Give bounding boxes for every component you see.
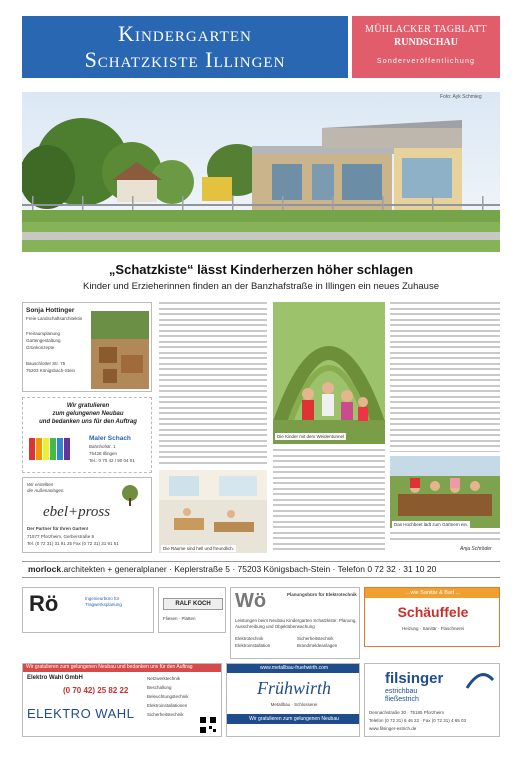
ad-schaeuffele — [364, 587, 500, 647]
article-text-column-3 — [390, 302, 500, 452]
filsinger-sub2: fließestrich — [385, 696, 419, 703]
morlock-brand: morlock — [28, 564, 62, 574]
caption-children: Die Kinder mit dem Weidentunnel — [277, 434, 344, 439]
special-publication-label: Sonderveröffentlichung — [376, 58, 476, 65]
elektrowahl-service-2: Beschallung — [147, 685, 172, 690]
ro-text: Ingenieurbüro für Tragwerksplanung — [85, 596, 122, 607]
hottinger-service-3: Grünkonzepte — [26, 345, 55, 350]
hottinger-address: Bauschlotter Str. 75 — [26, 361, 66, 366]
filsinger-address: Dennachstraße 30 · 75185 Pforzheim — [369, 710, 445, 715]
caption-garden: Das Hochbeet lädt zum Gärtnern ein. — [394, 522, 469, 527]
wo-logo: Wö — [235, 590, 267, 612]
article-text-column-2 — [273, 449, 385, 553]
fruhwirth-name: Frühwirth — [256, 678, 331, 698]
caption-classroom: Die Räume sind hell und freundlich. — [163, 546, 235, 551]
elektrowahl-service-4: Elektroinstallationen — [147, 703, 188, 708]
children-willow-photo — [273, 302, 385, 444]
elektrowahl-service-5: Sicherheitstechnik — [147, 712, 184, 717]
elektrowahl-service-1: Netzwerktechnik — [147, 676, 181, 681]
hottinger-service-1: Freiraumplanung — [26, 331, 61, 336]
ad-morlock-banner — [22, 561, 500, 578]
elektrowahl-bar: Wir gratulieren zum gelungenen Neubau und bedanken uns für den Auftrag — [23, 664, 222, 672]
classroom-photo — [159, 470, 267, 553]
fruhwirth-bar: Wir gratulieren zum gelungenen Neubau — [227, 714, 360, 724]
schach-phone: Tel.: 0 70 42 / 90 04 01 — [89, 458, 135, 463]
ebelpross-logo: ebel+pross — [43, 504, 111, 520]
ad-fruehwirth — [226, 663, 360, 737]
filsinger-sub1: estrichbau — [385, 688, 418, 695]
ad-ro — [22, 587, 154, 633]
schaeuffele-top: ...wie Sanitär & Bad ... — [365, 588, 500, 598]
ebelpross-intro-2: die Außenanlagen. — [27, 488, 65, 493]
filsinger-name: filsinger — [385, 670, 444, 687]
photo-credit: Foto: Ayk Schmieg — [440, 94, 482, 100]
hottinger-city: 75203 Königsbach-Stein — [26, 368, 76, 373]
ebelpross-phone: Tel. (0 72 31) 31 91 25 Fax (0 72 31) 31 91 51 — [27, 541, 119, 546]
article-headline: „Schatzkiste“ lässt Kinderherzen höher schlagen — [108, 262, 414, 277]
schach-greeting-2: zum gelungenen Neubau — [52, 411, 124, 417]
filsinger-phone: Telefon (0 72 31) 6 46 22 · Fax (0 72 31) 4 65 03 — [369, 718, 467, 723]
ebelpross-city: 71577 Pforzheim, Gerberstraße 9 — [27, 534, 95, 539]
ad-hottinger — [22, 302, 152, 392]
schach-street: Bahnhofstr. 1 — [89, 444, 116, 449]
ebelpross-tagline: Der Partner für Ihren Garten! — [27, 526, 89, 531]
wo-service-1: Elektrotechnik — [235, 636, 264, 641]
elektrowahl-service-3: Beleuchtungstechnik — [147, 694, 189, 699]
schaeuffele-sub: Heizung · Sanitär · Flaschnerei — [401, 626, 465, 631]
schaeuffele-name: Schäuffele — [397, 604, 469, 620]
ralfkoch-text: Fliesen · Platten — [163, 616, 196, 621]
hottinger-role: Freie Landschaftsarchitektin — [26, 316, 83, 321]
hottinger-name: Sonja Hottinger — [26, 307, 75, 314]
article-text-column-1 — [159, 302, 267, 465]
schach-greeting-1: Wir gratulieren — [66, 403, 110, 409]
elektrowahl-company: Elektro Wahl GmbH — [27, 675, 83, 681]
schach-greeting-3: und bedanken uns für den Auftrag — [39, 419, 137, 425]
article-byline: Anja Schröder — [460, 546, 492, 552]
ad-ebel-pross — [22, 477, 152, 553]
masthead-title-line1: Kindergarten — [118, 21, 252, 46]
ralfkoch-name: RALF KOCH — [163, 598, 223, 610]
masthead-title-line2: Schatzkiste Illingen — [84, 47, 286, 72]
qr-code-icon — [199, 716, 217, 734]
morlock-details: .architekten + generalplaner · Keplerstraße 5 · 75203 Königsbach-Stein · Telefon 0 72 32 · 31 10 20 — [61, 564, 437, 574]
elektrowahl-logo: ELEKTRO WAHL — [27, 706, 135, 721]
masthead — [22, 16, 348, 78]
ad-maler-schach — [22, 397, 152, 473]
ro-logo: Rö — [29, 591, 59, 616]
wo-service-4: Brandmeldeanlagen — [297, 643, 338, 648]
article-subhead: Kinder und Erzieherinnen finden an der Banzhafstraße in Illingen ein neues Zuhause — [83, 281, 439, 292]
wo-service-3: Sicherheitstechnik — [297, 636, 334, 641]
wo-service-2: Elektroinstallation — [235, 643, 271, 648]
newspaper-subname: RUNDSCHAU — [394, 37, 458, 48]
schach-rainbow-logo — [29, 438, 75, 460]
schach-city: 75428 Illingen — [89, 451, 118, 456]
hottinger-garden-image — [91, 311, 149, 389]
filsinger-web: www.filsinger-estrich.de — [369, 726, 417, 731]
garden-bed-photo — [390, 456, 500, 528]
hottinger-service-2: Gartengestaltung — [26, 338, 61, 343]
ebelpross-intro-1: Wir erstellten — [27, 482, 54, 487]
ebelpross-tree-icon — [119, 484, 141, 506]
filsinger-swoosh-icon — [465, 670, 495, 690]
newspaper-box — [352, 16, 500, 78]
ad-filsinger — [364, 663, 500, 737]
ad-elektro-wahl — [22, 663, 222, 737]
wo-footer: Leistungen beim Neubau Kindergarten Schatzkiste: Planung, Ausschreibung und Objektüberwachung — [235, 618, 357, 629]
elektrowahl-phone: (0 70 42) 25 82 22 — [63, 686, 129, 695]
schach-company: Maler Schach — [89, 435, 131, 442]
ad-wo — [230, 587, 360, 659]
newspaper-name: MÜHLACKER TAGBLATT — [365, 24, 487, 35]
wo-title: Planungsbüro für Elektrotechnik — [287, 592, 357, 597]
ad-ralf-koch — [158, 587, 226, 633]
kindergarten-photo — [22, 92, 500, 252]
fruhwirth-web: www.metallbau-fruehwirth.com — [227, 664, 360, 673]
fruhwirth-sub: Metallbau · Schlosserei — [270, 702, 318, 707]
